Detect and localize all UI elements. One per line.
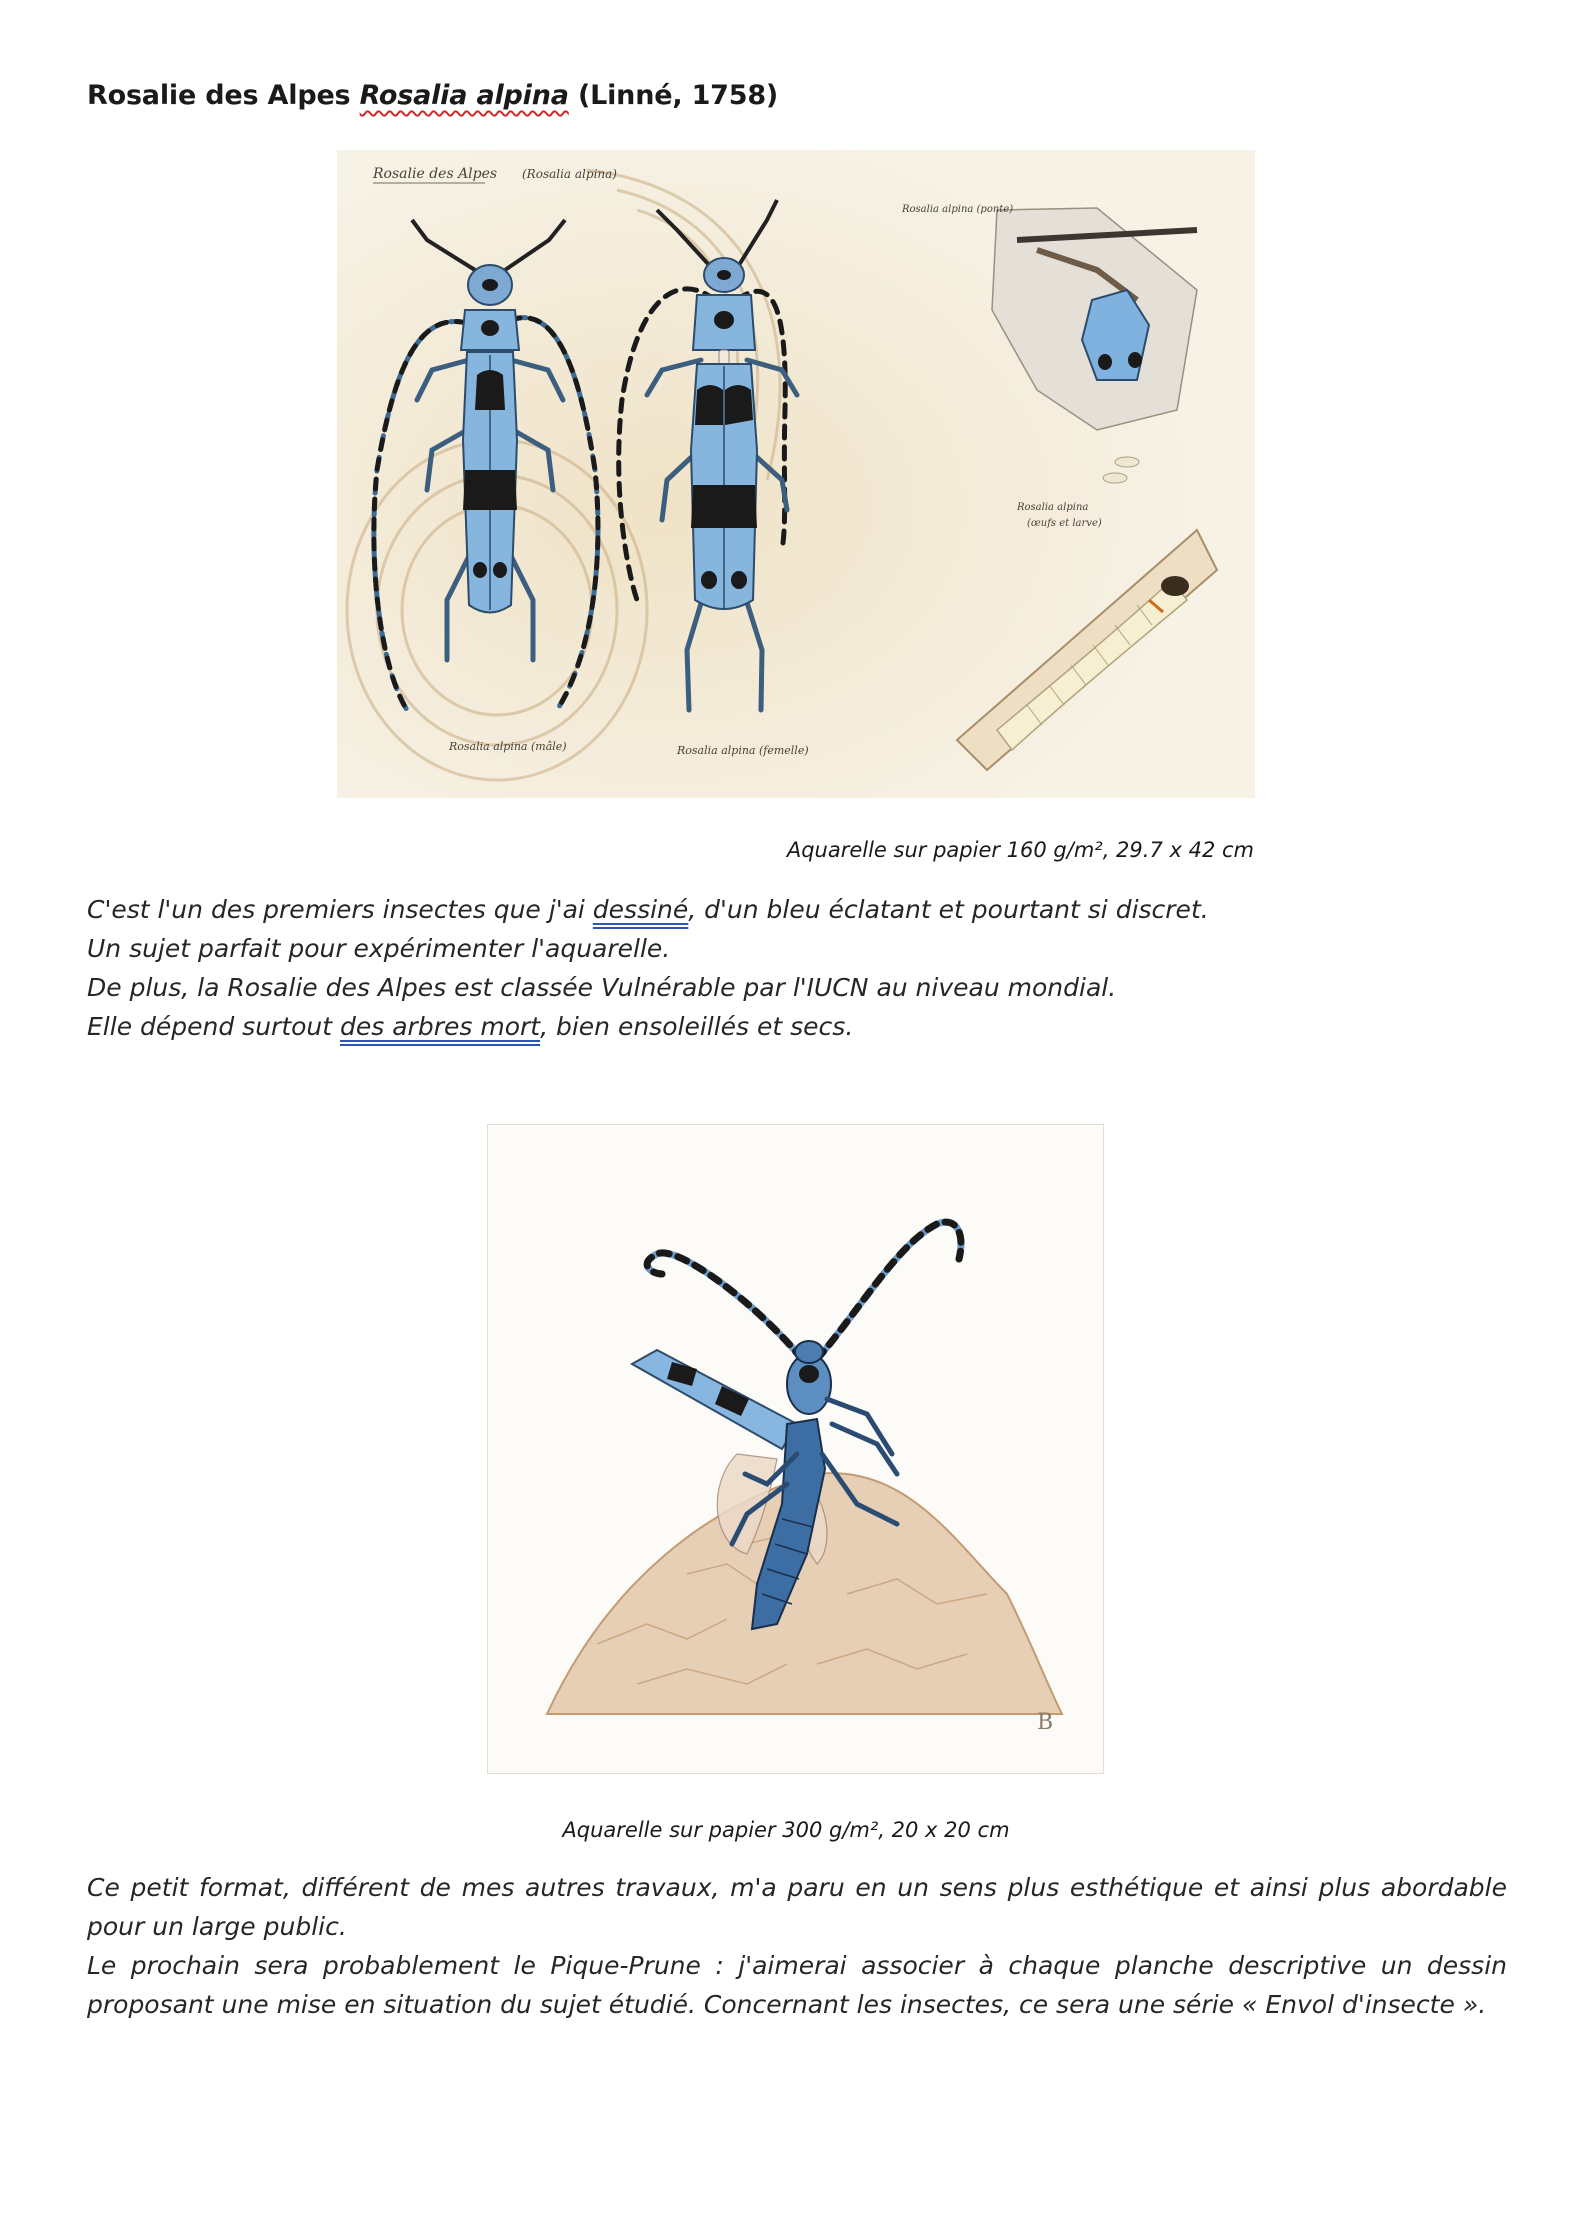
underlined-phrase: des arbres mort: [340, 1012, 541, 1041]
plate1-label-oviposition: Rosalia alpina (ponte): [902, 204, 1014, 215]
paragraph-1-line-3: De plus, la Rosalie des Alpes est classée Vulnérable par l'IUCN au niveau mondial.: [87, 973, 1117, 1002]
paragraph-2-part-2: Le prochain sera probablement le Pique-Prune : j'aimerai associer à chaque planche descriptive un dessin proposant une mise en situation du sujet étudié. Concernant les insectes, ce sera une série « Envol d'insecte ».: [87, 1951, 1507, 2019]
title-author: (Linné, 1758): [577, 80, 779, 111]
plate1-heading-sub: (Rosalia alpina): [522, 167, 617, 181]
plate1-heading: Rosalie des Alpes: [373, 166, 498, 182]
document-title: [87, 80, 778, 111]
plate1-caption: Aquarelle sur papier 160 g/m², 29.7 x 42 cm: [786, 838, 1254, 862]
plate1-label-female: Rosalia alpina (femelle): [677, 744, 809, 757]
paragraph-1-line-1: C'est l'un des premiers insectes que j'ai dessiné, d'un bleu éclatant et pourtant si discret.: [87, 895, 1209, 924]
paragraph-2: [87, 1868, 1507, 2024]
plate1-label-eggs-1: Rosalia alpina: [1017, 502, 1089, 513]
plate1-label-male: Rosalia alpina (mâle): [449, 740, 567, 753]
paragraph-1-line-4: Elle dépend surtout des arbres mort, bien ensoleillés et secs.: [87, 1012, 854, 1041]
plate-rosalia-descriptive: [337, 150, 1255, 798]
plate1-label-eggs-2: (œufs et larve): [1027, 518, 1102, 529]
title-common-name: Rosalie des Alpes: [87, 80, 351, 111]
plate2-signature: B: [1037, 1710, 1054, 1735]
paragraph-1: [87, 890, 1387, 1046]
plate2-caption: Aquarelle sur papier 300 g/m², 20 x 20 cm: [562, 1818, 1010, 1842]
plate-rosalia-flight: [487, 1124, 1104, 1774]
title-scientific-name: Rosalia alpina: [359, 80, 569, 111]
paragraph-2-part-1: Ce petit format, différent de mes autres travaux, m'a paru en un sens plus esthétique et ainsi plus abordable pour un large public.: [87, 1873, 1507, 1941]
underlined-word: dessiné: [592, 895, 689, 924]
paragraph-1-line-2: Un sujet parfait pour expérimenter l'aquarelle.: [87, 934, 671, 963]
